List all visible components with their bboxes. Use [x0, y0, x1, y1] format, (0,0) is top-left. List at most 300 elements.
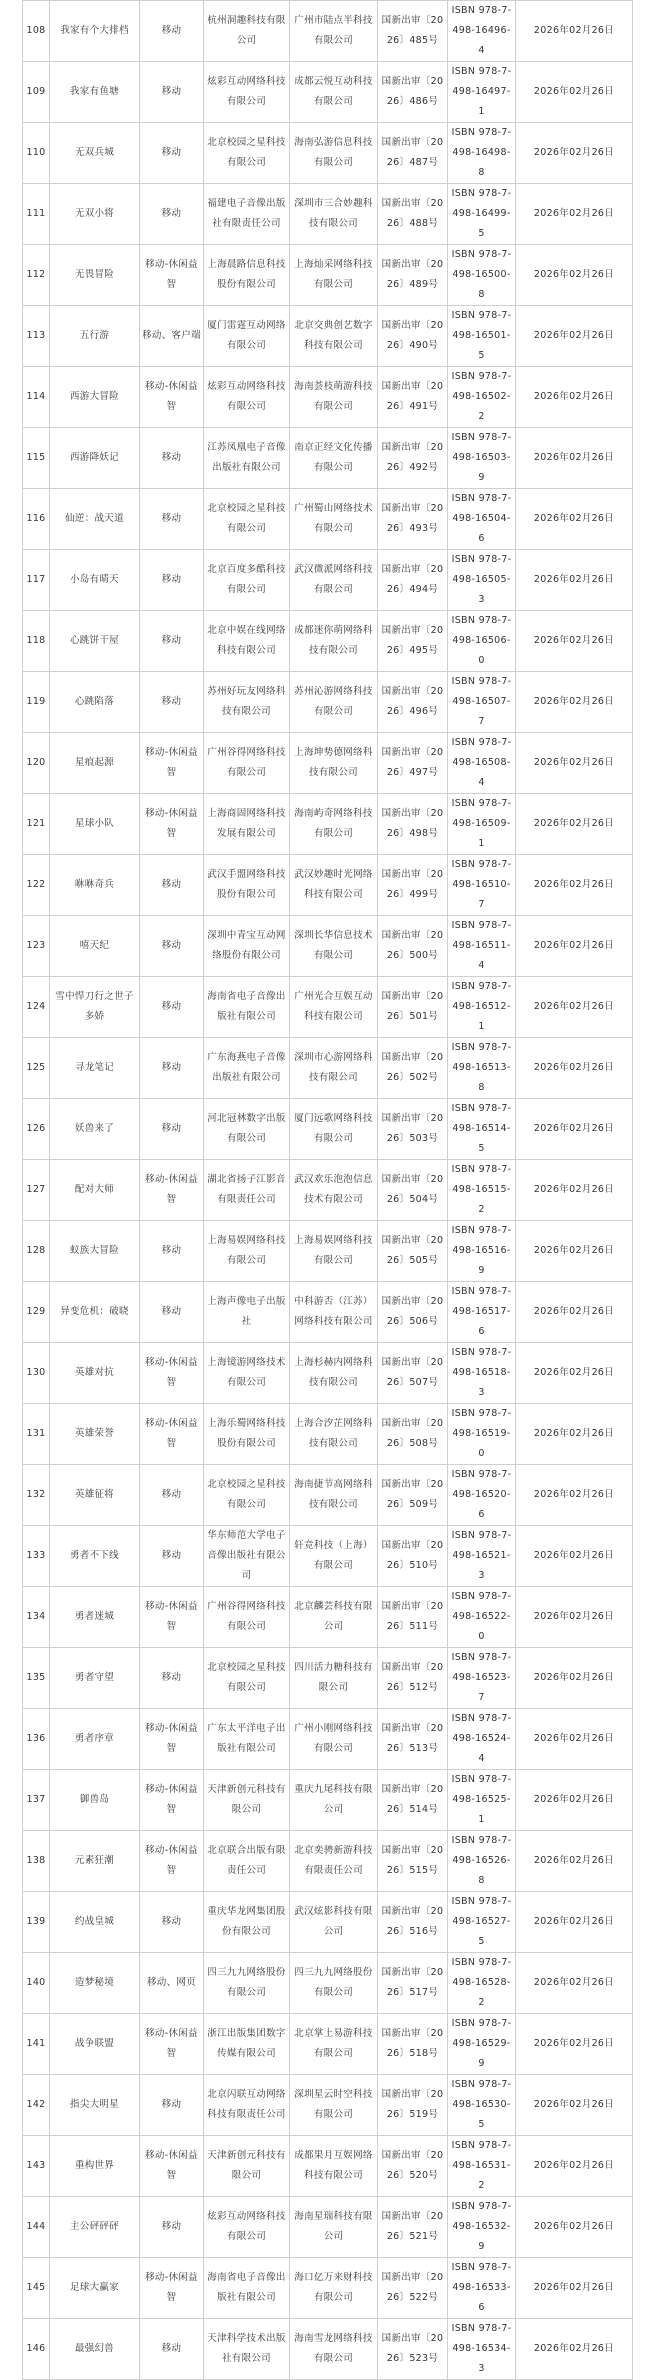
isbn-cell: ISBN 978-7-498-16501-5 — [448, 306, 516, 367]
operator-cell: 深圳星云时空科技有限公司 — [290, 2075, 378, 2136]
game-name-cell: 御兽岛 — [50, 1770, 140, 1831]
game-name-cell: 西游大冒险 — [50, 367, 140, 428]
operator-cell: 上海易娱网络科技有限公司 — [290, 1221, 378, 1282]
approval-number-cell: 国新出审〔2026〕489号 — [378, 245, 448, 306]
publisher-cell: 北京校园之星科技有限公司 — [204, 1648, 290, 1709]
row-number-cell: 132 — [23, 1465, 50, 1526]
row-number-cell: 140 — [23, 1953, 50, 2014]
row-number-cell: 126 — [23, 1099, 50, 1160]
game-type-cell: 移动-休闲益智 — [140, 1770, 204, 1831]
publisher-cell: 天津新创元科技有限公司 — [204, 1770, 290, 1831]
game-name-cell: 我家有个大排档 — [50, 1, 140, 62]
game-name-cell: 星球小队 — [50, 794, 140, 855]
approval-date-cell: 2026年02月26日 — [516, 1038, 633, 1099]
row-number-cell: 122 — [23, 855, 50, 916]
operator-cell: 北京掌上易游科技有限公司 — [290, 2014, 378, 2075]
isbn-cell: ISBN 978-7-498-16515-2 — [448, 1160, 516, 1221]
table-body — [23, 1, 633, 2380]
isbn-cell: ISBN 978-7-498-16519-0 — [448, 1404, 516, 1465]
game-type-cell: 移动-休闲益智 — [140, 1587, 204, 1648]
publisher-cell: 北京闪联互动网络科技有限责任公司 — [204, 2075, 290, 2136]
isbn-cell: ISBN 978-7-498-16513-8 — [448, 1038, 516, 1099]
operator-cell: 北京奕骋新游科技有限责任公司 — [290, 1831, 378, 1892]
table-row — [23, 2197, 633, 2258]
game-name-cell: 无畏冒险 — [50, 245, 140, 306]
game-type-cell: 移动-休闲益智 — [140, 1160, 204, 1221]
operator-cell: 上海杉赫内网络科技有限公司 — [290, 1343, 378, 1404]
table-row — [23, 62, 633, 123]
approval-date-cell: 2026年02月26日 — [516, 2197, 633, 2258]
approval-date-cell: 2026年02月26日 — [516, 306, 633, 367]
publisher-cell: 广东太平洋电子出版社有限公司 — [204, 1709, 290, 1770]
game-type-cell: 移动 — [140, 2319, 204, 2380]
isbn-cell: ISBN 978-7-498-16518-3 — [448, 1343, 516, 1404]
approval-number-cell: 国新出审〔2026〕485号 — [378, 1, 448, 62]
isbn-cell: ISBN 978-7-498-16533-6 — [448, 2258, 516, 2319]
game-type-cell: 移动-休闲益智 — [140, 2136, 204, 2197]
isbn-cell: ISBN 978-7-498-16532-9 — [448, 2197, 516, 2258]
operator-cell: 中科游否（江苏）网络科技有限公司 — [290, 1282, 378, 1343]
game-name-cell: 寻龙笔记 — [50, 1038, 140, 1099]
publisher-cell: 北京百度多酷科技有限公司 — [204, 550, 290, 611]
game-type-cell: 移动 — [140, 1465, 204, 1526]
approval-number-cell: 国新出审〔2026〕496号 — [378, 672, 448, 733]
game-type-cell: 移动、网页 — [140, 1953, 204, 2014]
isbn-cell: ISBN 978-7-498-16511-4 — [448, 916, 516, 977]
publisher-cell: 重庆华龙网集团股份有限公司 — [204, 1892, 290, 1953]
table-row — [23, 1404, 633, 1465]
approval-date-cell: 2026年02月26日 — [516, 1404, 633, 1465]
approval-number-cell: 国新出审〔2026〕501号 — [378, 977, 448, 1038]
operator-cell: 海口亿万来财科技有限公司 — [290, 2258, 378, 2319]
approval-number-cell: 国新出审〔2026〕506号 — [378, 1282, 448, 1343]
approval-date-cell: 2026年02月26日 — [516, 2075, 633, 2136]
table-row — [23, 1953, 633, 2014]
game-name-cell: 英雄对抗 — [50, 1343, 140, 1404]
approval-number-cell: 国新出审〔2026〕493号 — [378, 489, 448, 550]
isbn-cell: ISBN 978-7-498-16508-4 — [448, 733, 516, 794]
isbn-cell: ISBN 978-7-498-16499-5 — [448, 184, 516, 245]
row-number-cell: 138 — [23, 1831, 50, 1892]
operator-cell: 苏州沁游网络科技有限公司 — [290, 672, 378, 733]
table-row — [23, 184, 633, 245]
approval-date-cell: 2026年02月26日 — [516, 1160, 633, 1221]
game-name-cell: 最强幻兽 — [50, 2319, 140, 2380]
row-number-cell: 127 — [23, 1160, 50, 1221]
operator-cell: 海南雪龙网络科技有限公司 — [290, 2319, 378, 2380]
isbn-cell: ISBN 978-7-498-16496-4 — [448, 1, 516, 62]
operator-cell: 深圳市心游网络科技有限公司 — [290, 1038, 378, 1099]
approval-date-cell: 2026年02月26日 — [516, 2136, 633, 2197]
publisher-cell: 北京校园之星科技有限公司 — [204, 1465, 290, 1526]
publisher-cell: 杭州洞趣科技有限公司 — [204, 1, 290, 62]
game-name-cell: 勇者守望 — [50, 1648, 140, 1709]
operator-cell: 武汉妙趣时光网络科技有限公司 — [290, 855, 378, 916]
game-type-cell: 移动 — [140, 1221, 204, 1282]
operator-cell: 深圳市三合妙趣科技有限公司 — [290, 184, 378, 245]
operator-cell: 广州小刚网络科技有限公司 — [290, 1709, 378, 1770]
game-type-cell: 移动 — [140, 855, 204, 916]
publisher-cell: 四三九九网络股份有限公司 — [204, 1953, 290, 2014]
isbn-cell: ISBN 978-7-498-16505-3 — [448, 550, 516, 611]
game-type-cell: 移动 — [140, 1648, 204, 1709]
row-number-cell: 137 — [23, 1770, 50, 1831]
row-number-cell: 110 — [23, 123, 50, 184]
approval-number-cell: 国新出审〔2026〕498号 — [378, 794, 448, 855]
approval-date-cell: 2026年02月26日 — [516, 855, 633, 916]
table-row — [23, 855, 633, 916]
publisher-cell: 北京联合出版有限责任公司 — [204, 1831, 290, 1892]
approval-date-cell: 2026年02月26日 — [516, 794, 633, 855]
row-number-cell: 133 — [23, 1526, 50, 1587]
row-number-cell: 124 — [23, 977, 50, 1038]
table-row — [23, 1892, 633, 1953]
table-row — [23, 1831, 633, 1892]
approval-number-cell: 国新出审〔2026〕508号 — [378, 1404, 448, 1465]
row-number-cell: 130 — [23, 1343, 50, 1404]
approval-number-cell: 国新出审〔2026〕515号 — [378, 1831, 448, 1892]
game-name-cell: 足球大赢家 — [50, 2258, 140, 2319]
approval-number-cell: 国新出审〔2026〕507号 — [378, 1343, 448, 1404]
game-name-cell: 约战皇城 — [50, 1892, 140, 1953]
approval-date-cell: 2026年02月26日 — [516, 2014, 633, 2075]
approval-date-cell: 2026年02月26日 — [516, 428, 633, 489]
operator-cell: 武汉微派网络科技有限公司 — [290, 550, 378, 611]
publisher-cell: 上海声像电子出版社 — [204, 1282, 290, 1343]
game-name-cell: 指尖大明星 — [50, 2075, 140, 2136]
operator-cell: 北京麟芸科技有限公司 — [290, 1587, 378, 1648]
row-number-cell: 146 — [23, 2319, 50, 2380]
isbn-cell: ISBN 978-7-498-16529-9 — [448, 2014, 516, 2075]
game-type-cell: 移动-休闲益智 — [140, 2258, 204, 2319]
game-type-cell: 移动-休闲益智 — [140, 2014, 204, 2075]
isbn-cell: ISBN 978-7-498-16534-3 — [448, 2319, 516, 2380]
isbn-cell: ISBN 978-7-498-16524-4 — [448, 1709, 516, 1770]
table-row — [23, 1282, 633, 1343]
row-number-cell: 129 — [23, 1282, 50, 1343]
row-number-cell: 136 — [23, 1709, 50, 1770]
game-name-cell: 妖兽来了 — [50, 1099, 140, 1160]
publisher-cell: 浙江出版集团数字传媒有限公司 — [204, 2014, 290, 2075]
operator-cell: 南京正经文化传播有限公司 — [290, 428, 378, 489]
game-type-cell: 移动-休闲益智 — [140, 733, 204, 794]
row-number-cell: 115 — [23, 428, 50, 489]
row-number-cell: 118 — [23, 611, 50, 672]
table-row — [23, 1, 633, 62]
game-name-cell: 勇者序章 — [50, 1709, 140, 1770]
game-name-cell: 主公砰砰砰 — [50, 2197, 140, 2258]
operator-cell: 成都果月互娱网络科技有限公司 — [290, 2136, 378, 2197]
approval-number-cell: 国新出审〔2026〕509号 — [378, 1465, 448, 1526]
table-row — [23, 1709, 633, 1770]
approval-number-cell: 国新出审〔2026〕521号 — [378, 2197, 448, 2258]
approval-date-cell: 2026年02月26日 — [516, 2319, 633, 2380]
approval-date-cell: 2026年02月26日 — [516, 62, 633, 123]
table-row — [23, 794, 633, 855]
operator-cell: 武汉炫影科技有限公司 — [290, 1892, 378, 1953]
row-number-cell: 144 — [23, 2197, 50, 2258]
table-row — [23, 2319, 633, 2380]
operator-cell: 海南荟枝萌游科技有限公司 — [290, 367, 378, 428]
table-row — [23, 977, 633, 1038]
table-row — [23, 1221, 633, 1282]
isbn-cell: ISBN 978-7-498-16497-1 — [448, 62, 516, 123]
approval-date-cell: 2026年02月26日 — [516, 1831, 633, 1892]
isbn-cell: ISBN 978-7-498-16503-9 — [448, 428, 516, 489]
game-type-cell: 移动 — [140, 611, 204, 672]
row-number-cell: 120 — [23, 733, 50, 794]
approval-number-cell: 国新出审〔2026〕514号 — [378, 1770, 448, 1831]
table-row — [23, 367, 633, 428]
operator-cell: 厦门远歌网络科技有限公司 — [290, 1099, 378, 1160]
game-name-cell: 西游降妖记 — [50, 428, 140, 489]
publisher-cell: 上海镜游网络技术有限公司 — [204, 1343, 290, 1404]
row-number-cell: 119 — [23, 672, 50, 733]
operator-cell: 成都云悦互动科技有限公司 — [290, 62, 378, 123]
game-name-cell: 仙逆：战天道 — [50, 489, 140, 550]
isbn-cell: ISBN 978-7-498-16528-2 — [448, 1953, 516, 2014]
row-number-cell: 111 — [23, 184, 50, 245]
table-row — [23, 1587, 633, 1648]
row-number-cell: 142 — [23, 2075, 50, 2136]
operator-cell: 海南捷节高网络科技有限公司 — [290, 1465, 378, 1526]
row-number-cell: 131 — [23, 1404, 50, 1465]
approval-number-cell: 国新出审〔2026〕492号 — [378, 428, 448, 489]
row-number-cell: 125 — [23, 1038, 50, 1099]
game-name-cell: 造梦秘境 — [50, 1953, 140, 2014]
approval-number-cell: 国新出审〔2026〕511号 — [378, 1587, 448, 1648]
isbn-cell: ISBN 978-7-498-16506-0 — [448, 611, 516, 672]
operator-cell: 海南弘游信息科技有限公司 — [290, 123, 378, 184]
operator-cell: 四三九九网络股份有限公司 — [290, 1953, 378, 2014]
row-number-cell: 134 — [23, 1587, 50, 1648]
publisher-cell: 炫彩互动网络科技有限公司 — [204, 2197, 290, 2258]
publisher-cell: 广东海燕电子音像出版社有限公司 — [204, 1038, 290, 1099]
publisher-cell: 天津科学技术出版社有限公司 — [204, 2319, 290, 2380]
approval-date-cell: 2026年02月26日 — [516, 1709, 633, 1770]
game-type-cell: 移动 — [140, 550, 204, 611]
publisher-cell: 苏州好玩友网络科技有限公司 — [204, 672, 290, 733]
isbn-cell: ISBN 978-7-498-16509-1 — [448, 794, 516, 855]
operator-cell: 武汉欢乐泡泡信息技术有限公司 — [290, 1160, 378, 1221]
approval-number-cell: 国新出审〔2026〕512号 — [378, 1648, 448, 1709]
approval-number-cell: 国新出审〔2026〕510号 — [378, 1526, 448, 1587]
row-number-cell: 108 — [23, 1, 50, 62]
approval-number-cell: 国新出审〔2026〕487号 — [378, 123, 448, 184]
game-name-cell: 英雄荣誉 — [50, 1404, 140, 1465]
operator-cell: 海南星瑞科技有限公司 — [290, 2197, 378, 2258]
table-row — [23, 611, 633, 672]
approval-date-cell: 2026年02月26日 — [516, 1892, 633, 1953]
approval-date-cell: 2026年02月26日 — [516, 2258, 633, 2319]
publisher-cell: 上海易娱网络科技有限公司 — [204, 1221, 290, 1282]
game-name-cell: 异变危机：破晓 — [50, 1282, 140, 1343]
game-type-cell: 移动 — [140, 123, 204, 184]
publisher-cell: 海南省电子音像出版社有限公司 — [204, 977, 290, 1038]
game-type-cell: 移动 — [140, 1099, 204, 1160]
game-type-cell: 移动-休闲益智 — [140, 367, 204, 428]
game-name-cell: 勇者迷城 — [50, 1587, 140, 1648]
table-row — [23, 733, 633, 794]
row-number-cell: 121 — [23, 794, 50, 855]
game-type-cell: 移动-休闲益智 — [140, 1343, 204, 1404]
publisher-cell: 海南省电子音像出版社有限公司 — [204, 2258, 290, 2319]
game-name-cell: 嘻天纪 — [50, 916, 140, 977]
approval-number-cell: 国新出审〔2026〕516号 — [378, 1892, 448, 1953]
isbn-cell: ISBN 978-7-498-16514-5 — [448, 1099, 516, 1160]
row-number-cell: 135 — [23, 1648, 50, 1709]
isbn-cell: ISBN 978-7-498-16517-6 — [448, 1282, 516, 1343]
game-name-cell: 战争联盟 — [50, 2014, 140, 2075]
isbn-cell: ISBN 978-7-498-16530-5 — [448, 2075, 516, 2136]
table-row — [23, 2136, 633, 2197]
approval-number-cell: 国新出审〔2026〕513号 — [378, 1709, 448, 1770]
game-name-cell: 小岛有晴天 — [50, 550, 140, 611]
isbn-cell: ISBN 978-7-498-16512-1 — [448, 977, 516, 1038]
game-type-cell: 移动、客户端 — [140, 306, 204, 367]
game-name-cell: 英雄征将 — [50, 1465, 140, 1526]
isbn-cell: ISBN 978-7-498-16507-7 — [448, 672, 516, 733]
game-type-cell: 移动 — [140, 428, 204, 489]
game-type-cell: 移动 — [140, 672, 204, 733]
game-name-cell: 无双兵城 — [50, 123, 140, 184]
operator-cell: 广州蜀山网络技术有限公司 — [290, 489, 378, 550]
approval-date-cell: 2026年02月26日 — [516, 916, 633, 977]
game-type-cell: 移动-休闲益智 — [140, 245, 204, 306]
approval-date-cell: 2026年02月26日 — [516, 1, 633, 62]
row-number-cell: 113 — [23, 306, 50, 367]
game-type-cell: 移动 — [140, 489, 204, 550]
game-name-cell: 蚁族大冒险 — [50, 1221, 140, 1282]
operator-cell: 北京交典创艺数字科技有限公司 — [290, 306, 378, 367]
game-type-cell: 移动 — [140, 2075, 204, 2136]
approval-date-cell: 2026年02月26日 — [516, 1465, 633, 1526]
table-row — [23, 2075, 633, 2136]
approval-date-cell: 2026年02月26日 — [516, 733, 633, 794]
approval-date-cell: 2026年02月26日 — [516, 1648, 633, 1709]
isbn-cell: ISBN 978-7-498-16525-1 — [448, 1770, 516, 1831]
table-row — [23, 550, 633, 611]
game-type-cell: 移动 — [140, 977, 204, 1038]
game-name-cell: 配对大师 — [50, 1160, 140, 1221]
game-type-cell: 移动-休闲益智 — [140, 1404, 204, 1465]
approval-number-cell: 国新出审〔2026〕499号 — [378, 855, 448, 916]
game-type-cell: 移动 — [140, 2197, 204, 2258]
publisher-cell: 上海乐蜀网络科技股份有限公司 — [204, 1404, 290, 1465]
approval-number-cell: 国新出审〔2026〕490号 — [378, 306, 448, 367]
approval-number-cell: 国新出审〔2026〕494号 — [378, 550, 448, 611]
approval-number-cell: 国新出审〔2026〕518号 — [378, 2014, 448, 2075]
approval-date-cell: 2026年02月26日 — [516, 1587, 633, 1648]
operator-cell: 深圳长华信息技术有限公司 — [290, 916, 378, 977]
game-type-cell: 移动 — [140, 1892, 204, 1953]
game-approval-table — [22, 0, 633, 2380]
publisher-cell: 上海商固网络科技发展有限公司 — [204, 794, 290, 855]
table-row — [23, 1770, 633, 1831]
table-row — [23, 916, 633, 977]
approval-number-cell: 国新出审〔2026〕504号 — [378, 1160, 448, 1221]
publisher-cell: 江苏凤凰电子音像出版社有限公司 — [204, 428, 290, 489]
approval-number-cell: 国新出审〔2026〕486号 — [378, 62, 448, 123]
isbn-cell: ISBN 978-7-498-16502-2 — [448, 367, 516, 428]
approval-number-cell: 国新出审〔2026〕500号 — [378, 916, 448, 977]
game-name-cell: 我家有鱼塘 — [50, 62, 140, 123]
row-number-cell: 117 — [23, 550, 50, 611]
publisher-cell: 炫彩互动网络科技有限公司 — [204, 62, 290, 123]
row-number-cell: 114 — [23, 367, 50, 428]
publisher-cell: 厦门雷霆互动网络有限公司 — [204, 306, 290, 367]
approval-number-cell: 国新出审〔2026〕522号 — [378, 2258, 448, 2319]
publisher-cell: 北京校园之星科技有限公司 — [204, 489, 290, 550]
table-row — [23, 1648, 633, 1709]
table-row — [23, 245, 633, 306]
row-number-cell: 128 — [23, 1221, 50, 1282]
row-number-cell: 123 — [23, 916, 50, 977]
row-number-cell: 145 — [23, 2258, 50, 2319]
approval-date-cell: 2026年02月26日 — [516, 550, 633, 611]
approval-number-cell: 国新出审〔2026〕491号 — [378, 367, 448, 428]
operator-cell: 轩竞科技（上海）有限公司 — [290, 1526, 378, 1587]
approval-date-cell: 2026年02月26日 — [516, 123, 633, 184]
publisher-cell: 广州谷得网络科技有限公司 — [204, 733, 290, 794]
row-number-cell: 112 — [23, 245, 50, 306]
game-type-cell: 移动-休闲益智 — [140, 1709, 204, 1770]
row-number-cell: 141 — [23, 2014, 50, 2075]
publisher-cell: 河北冠林数字出版有限公司 — [204, 1099, 290, 1160]
table-row — [23, 672, 633, 733]
approval-number-cell: 国新出审〔2026〕495号 — [378, 611, 448, 672]
approval-list-container — [22, 0, 633, 2380]
isbn-cell: ISBN 978-7-498-16521-3 — [448, 1526, 516, 1587]
table-row — [23, 2258, 633, 2319]
isbn-cell: ISBN 978-7-498-16520-6 — [448, 1465, 516, 1526]
approval-date-cell: 2026年02月26日 — [516, 977, 633, 1038]
game-type-cell: 移动 — [140, 1282, 204, 1343]
approval-date-cell: 2026年02月26日 — [516, 367, 633, 428]
isbn-cell: ISBN 978-7-498-16527-5 — [448, 1892, 516, 1953]
publisher-cell: 福建电子音像出版社有限责任公司 — [204, 184, 290, 245]
game-name-cell: 五行游 — [50, 306, 140, 367]
publisher-cell: 天津新创元科技有限公司 — [204, 2136, 290, 2197]
isbn-cell: ISBN 978-7-498-16498-8 — [448, 123, 516, 184]
approval-date-cell: 2026年02月26日 — [516, 184, 633, 245]
game-name-cell: 重构世界 — [50, 2136, 140, 2197]
approval-date-cell: 2026年02月26日 — [516, 1953, 633, 2014]
game-type-cell: 移动-休闲益智 — [140, 794, 204, 855]
game-name-cell: 星痕起源 — [50, 733, 140, 794]
isbn-cell: ISBN 978-7-498-16531-2 — [448, 2136, 516, 2197]
approval-number-cell: 国新出审〔2026〕523号 — [378, 2319, 448, 2380]
table-row — [23, 428, 633, 489]
operator-cell: 广州光合互娱互动科技有限公司 — [290, 977, 378, 1038]
isbn-cell: ISBN 978-7-498-16523-7 — [448, 1648, 516, 1709]
isbn-cell: ISBN 978-7-498-16500-8 — [448, 245, 516, 306]
table-row — [23, 1160, 633, 1221]
approval-number-cell: 国新出审〔2026〕519号 — [378, 2075, 448, 2136]
approval-date-cell: 2026年02月26日 — [516, 489, 633, 550]
row-number-cell: 109 — [23, 62, 50, 123]
approval-date-cell: 2026年02月26日 — [516, 1526, 633, 1587]
approval-number-cell: 国新出审〔2026〕488号 — [378, 184, 448, 245]
approval-date-cell: 2026年02月26日 — [516, 1099, 633, 1160]
approval-date-cell: 2026年02月26日 — [516, 1221, 633, 1282]
approval-number-cell: 国新出审〔2026〕503号 — [378, 1099, 448, 1160]
operator-cell: 重庆九尾科技有限公司 — [290, 1770, 378, 1831]
publisher-cell: 北京中娱在线网络科技有限公司 — [204, 611, 290, 672]
publisher-cell: 广州谷得网络科技有限公司 — [204, 1587, 290, 1648]
operator-cell: 上海合汐芷网络科技有限公司 — [290, 1404, 378, 1465]
operator-cell: 海南屿奇网络科技有限公司 — [290, 794, 378, 855]
